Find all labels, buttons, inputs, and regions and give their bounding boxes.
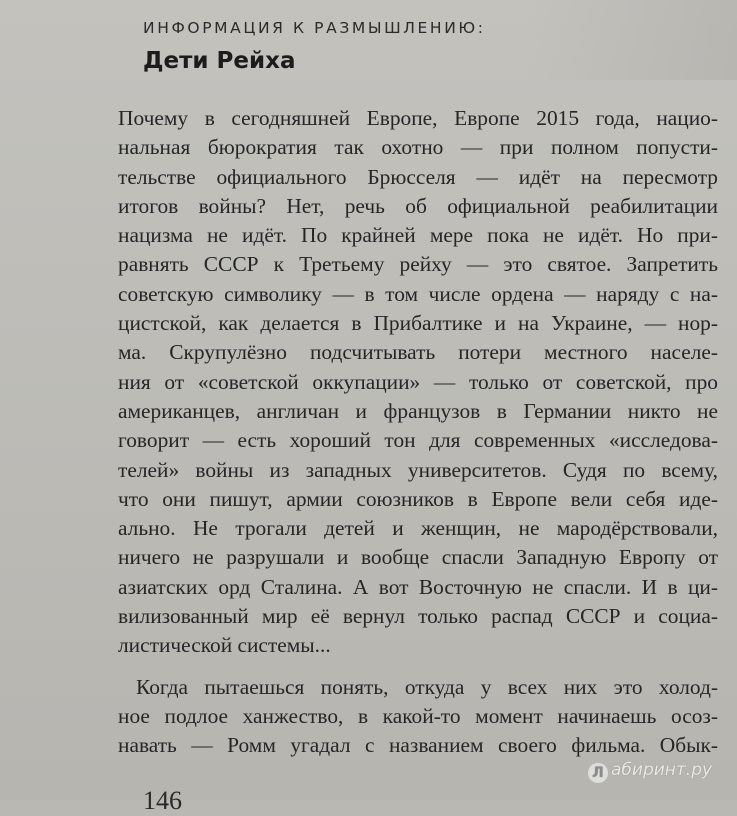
text-line: вилизованный мир её вернул только распад СССР и социа- xyxy=(118,604,718,629)
text-line: Почему в сегодняшней Европе, Европе 2015 года, нацио- xyxy=(118,106,718,130)
page-number: 146 xyxy=(143,786,182,815)
text-line: Когда пытаешься понять, откуда у всех них это холод- xyxy=(136,674,718,699)
text-line: что они пишут, армии союзников в Европе вели себя иде- xyxy=(118,486,718,511)
text-line: равнять СССР к Третьему рейху — это святое. Запретить xyxy=(118,252,718,277)
text-line: советскую символику — в том числе ордена — наряду с на- xyxy=(118,281,718,306)
body-text xyxy=(118,104,718,761)
text-line: ма. Скрупулёзно подсчитывать потери местного населе- xyxy=(118,340,718,365)
text-line: ально. Не трогали детей и женщин, не мародёрствовали, xyxy=(118,516,718,541)
paragraph-gap xyxy=(118,661,718,673)
watermark-logo xyxy=(588,760,712,783)
text-line: говорит — есть хороший тон для современных «исследова- xyxy=(118,428,718,453)
text-line: ния от «советской оккупации» — только от советской, про xyxy=(118,369,718,394)
text-line: американцев, англичан и французов в Германии никто не xyxy=(118,398,718,423)
text-line: листической системы... xyxy=(118,633,331,658)
bleed-through-shadow xyxy=(527,0,737,80)
text-line: итогов войны? Нет, речь об официальной реабилитации xyxy=(118,193,718,218)
section-kicker: ИНФОРМАЦИЯ К РАЗМЫШЛЕНИЮ: xyxy=(143,19,486,37)
text-line: ное подлое ханжество, в какой-то момент начинаешь осоз- xyxy=(118,703,718,728)
section-title: Дети Рейха xyxy=(143,48,296,74)
text-line: нальная бюрократия так охотно — при полном попусти- xyxy=(118,135,718,160)
watermark-text: абиринт.ру xyxy=(611,760,713,780)
text-line: ничего не разрушали и вообще спасли Западную Европу от xyxy=(118,545,718,570)
text-line: телей» войны из западных университетов. Судя по всему, xyxy=(118,457,718,482)
labirint-logo-icon: Л xyxy=(588,763,608,783)
text-line: азиатских орд Сталина. А вот Восточную не спасли. И в ци- xyxy=(118,574,718,599)
text-line: тельстве официального Брюсселя — идёт на пересмотр xyxy=(118,164,718,189)
text-line: нацизма не идёт. По крайней мере пока не идёт. Но при- xyxy=(118,223,718,248)
text-line: навать — Ромм угадал с названием своего фильма. Обык- xyxy=(118,733,718,758)
text-line: цистской, как делается в Прибалтике и на Украине, — нор- xyxy=(118,311,718,336)
